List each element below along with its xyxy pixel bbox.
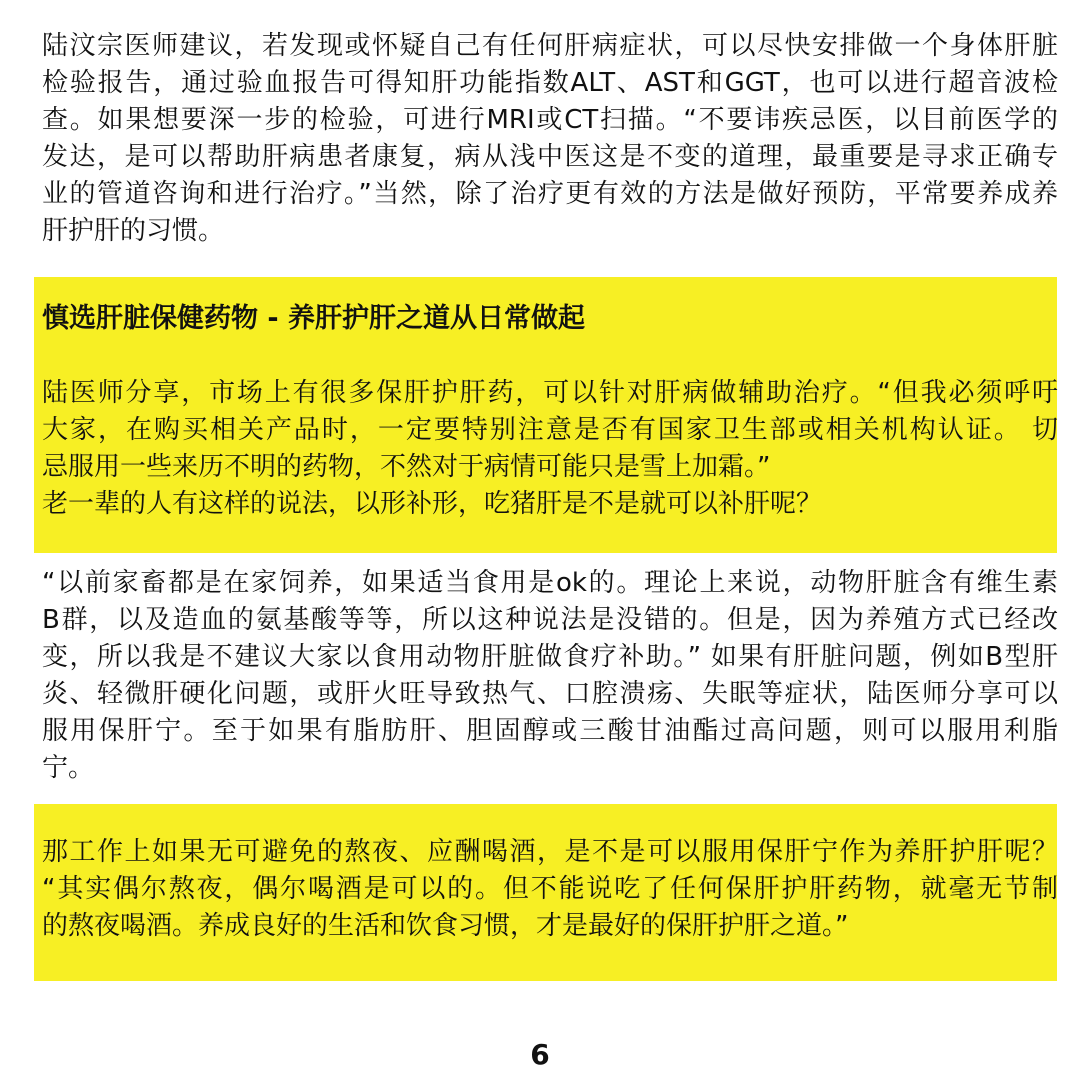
text-line: 炎、轻微肝硬化问题，或肝火旺导致热气、口腔溃疡、失眠等症状，陆医师分享可以 — [42, 679, 1058, 709]
text-line: 陆汶宗医师建议，若发现或怀疑自己有任何肝病症状，可以尽快安排做一个身体肝脏 — [42, 31, 1058, 61]
section-heading: 慎选肝脏保健药物 - 养肝护肝之道从日常做起 — [42, 303, 586, 334]
text-line: 宁。 — [42, 753, 95, 783]
highlight-paragraph — [42, 834, 1058, 945]
text-line: 肝护肝的习惯。 — [42, 216, 225, 246]
body-paragraph — [42, 565, 1058, 787]
text-line: 查。如果想要深一步的检验，可进行MRI或CT扫描。“不要讳疾忌医，以目前医学的 — [42, 105, 1058, 135]
section-paragraph — [42, 375, 1058, 523]
text-line: 的熬夜喝酒。养成良好的生活和饮食习惯，才是最好的保肝护肝之道。” — [42, 911, 849, 941]
text-line: “其实偶尔熬夜，偶尔喝酒是可以的。但不能说吃了任何保肝护肝药物，就毫无节制 — [42, 874, 1058, 904]
text-line: 发达，是可以帮助肝病患者康复，病从浅中医这是不变的道理，最重要是寻求正确专 — [42, 142, 1058, 172]
text-line: 老一辈的人有这样的说法，以形补形，吃猪肝是不是就可以补肝呢？ — [42, 489, 823, 519]
text-line: 陆医师分享，市场上有很多保肝护肝药，可以针对肝病做辅助治疗。“但我必须呼吁 — [42, 378, 1058, 408]
text-line: 那工作上如果无可避免的熬夜、应酬喝酒，是不是可以服用保肝宁作为养肝护肝呢？ — [42, 837, 1058, 867]
text-line: 变，所以我是不建议大家以食用动物肝脏做食疗补助。” 如果有肝脏问题，例如B型肝 — [42, 642, 1058, 672]
text-line: 大家，在购买相关产品时，一定要特别注意是否有国家卫生部或相关机构认证。 切 — [42, 415, 1058, 445]
text-line: B群，以及造血的氨基酸等等，所以这种说法是没错的。但是，因为养殖方式已经改 — [42, 605, 1058, 635]
page-number: 6 — [530, 1038, 550, 1071]
text-line: “以前家畜都是在家饲养，如果适当食用是ok的。理论上来说，动物肝脏含有维生素 — [42, 568, 1058, 598]
intro-paragraph — [42, 28, 1058, 250]
text-line: 忌服用一些来历不明的药物，不然对于病情可能只是雪上加霜。” — [42, 452, 771, 482]
text-line: 服用保肝宁。至于如果有脂肪肝、胆固醇或三酸甘油酯过高问题，则可以服用利脂 — [42, 716, 1058, 746]
text-line: 业的管道咨询和进行治疗。”当然，除了治疗更有效的方法是做好预防，平常要养成养 — [42, 179, 1058, 209]
text-line: 检验报告，通过验血报告可得知肝功能指数ALT、AST和GGT，也可以进行超音波检 — [42, 68, 1058, 98]
